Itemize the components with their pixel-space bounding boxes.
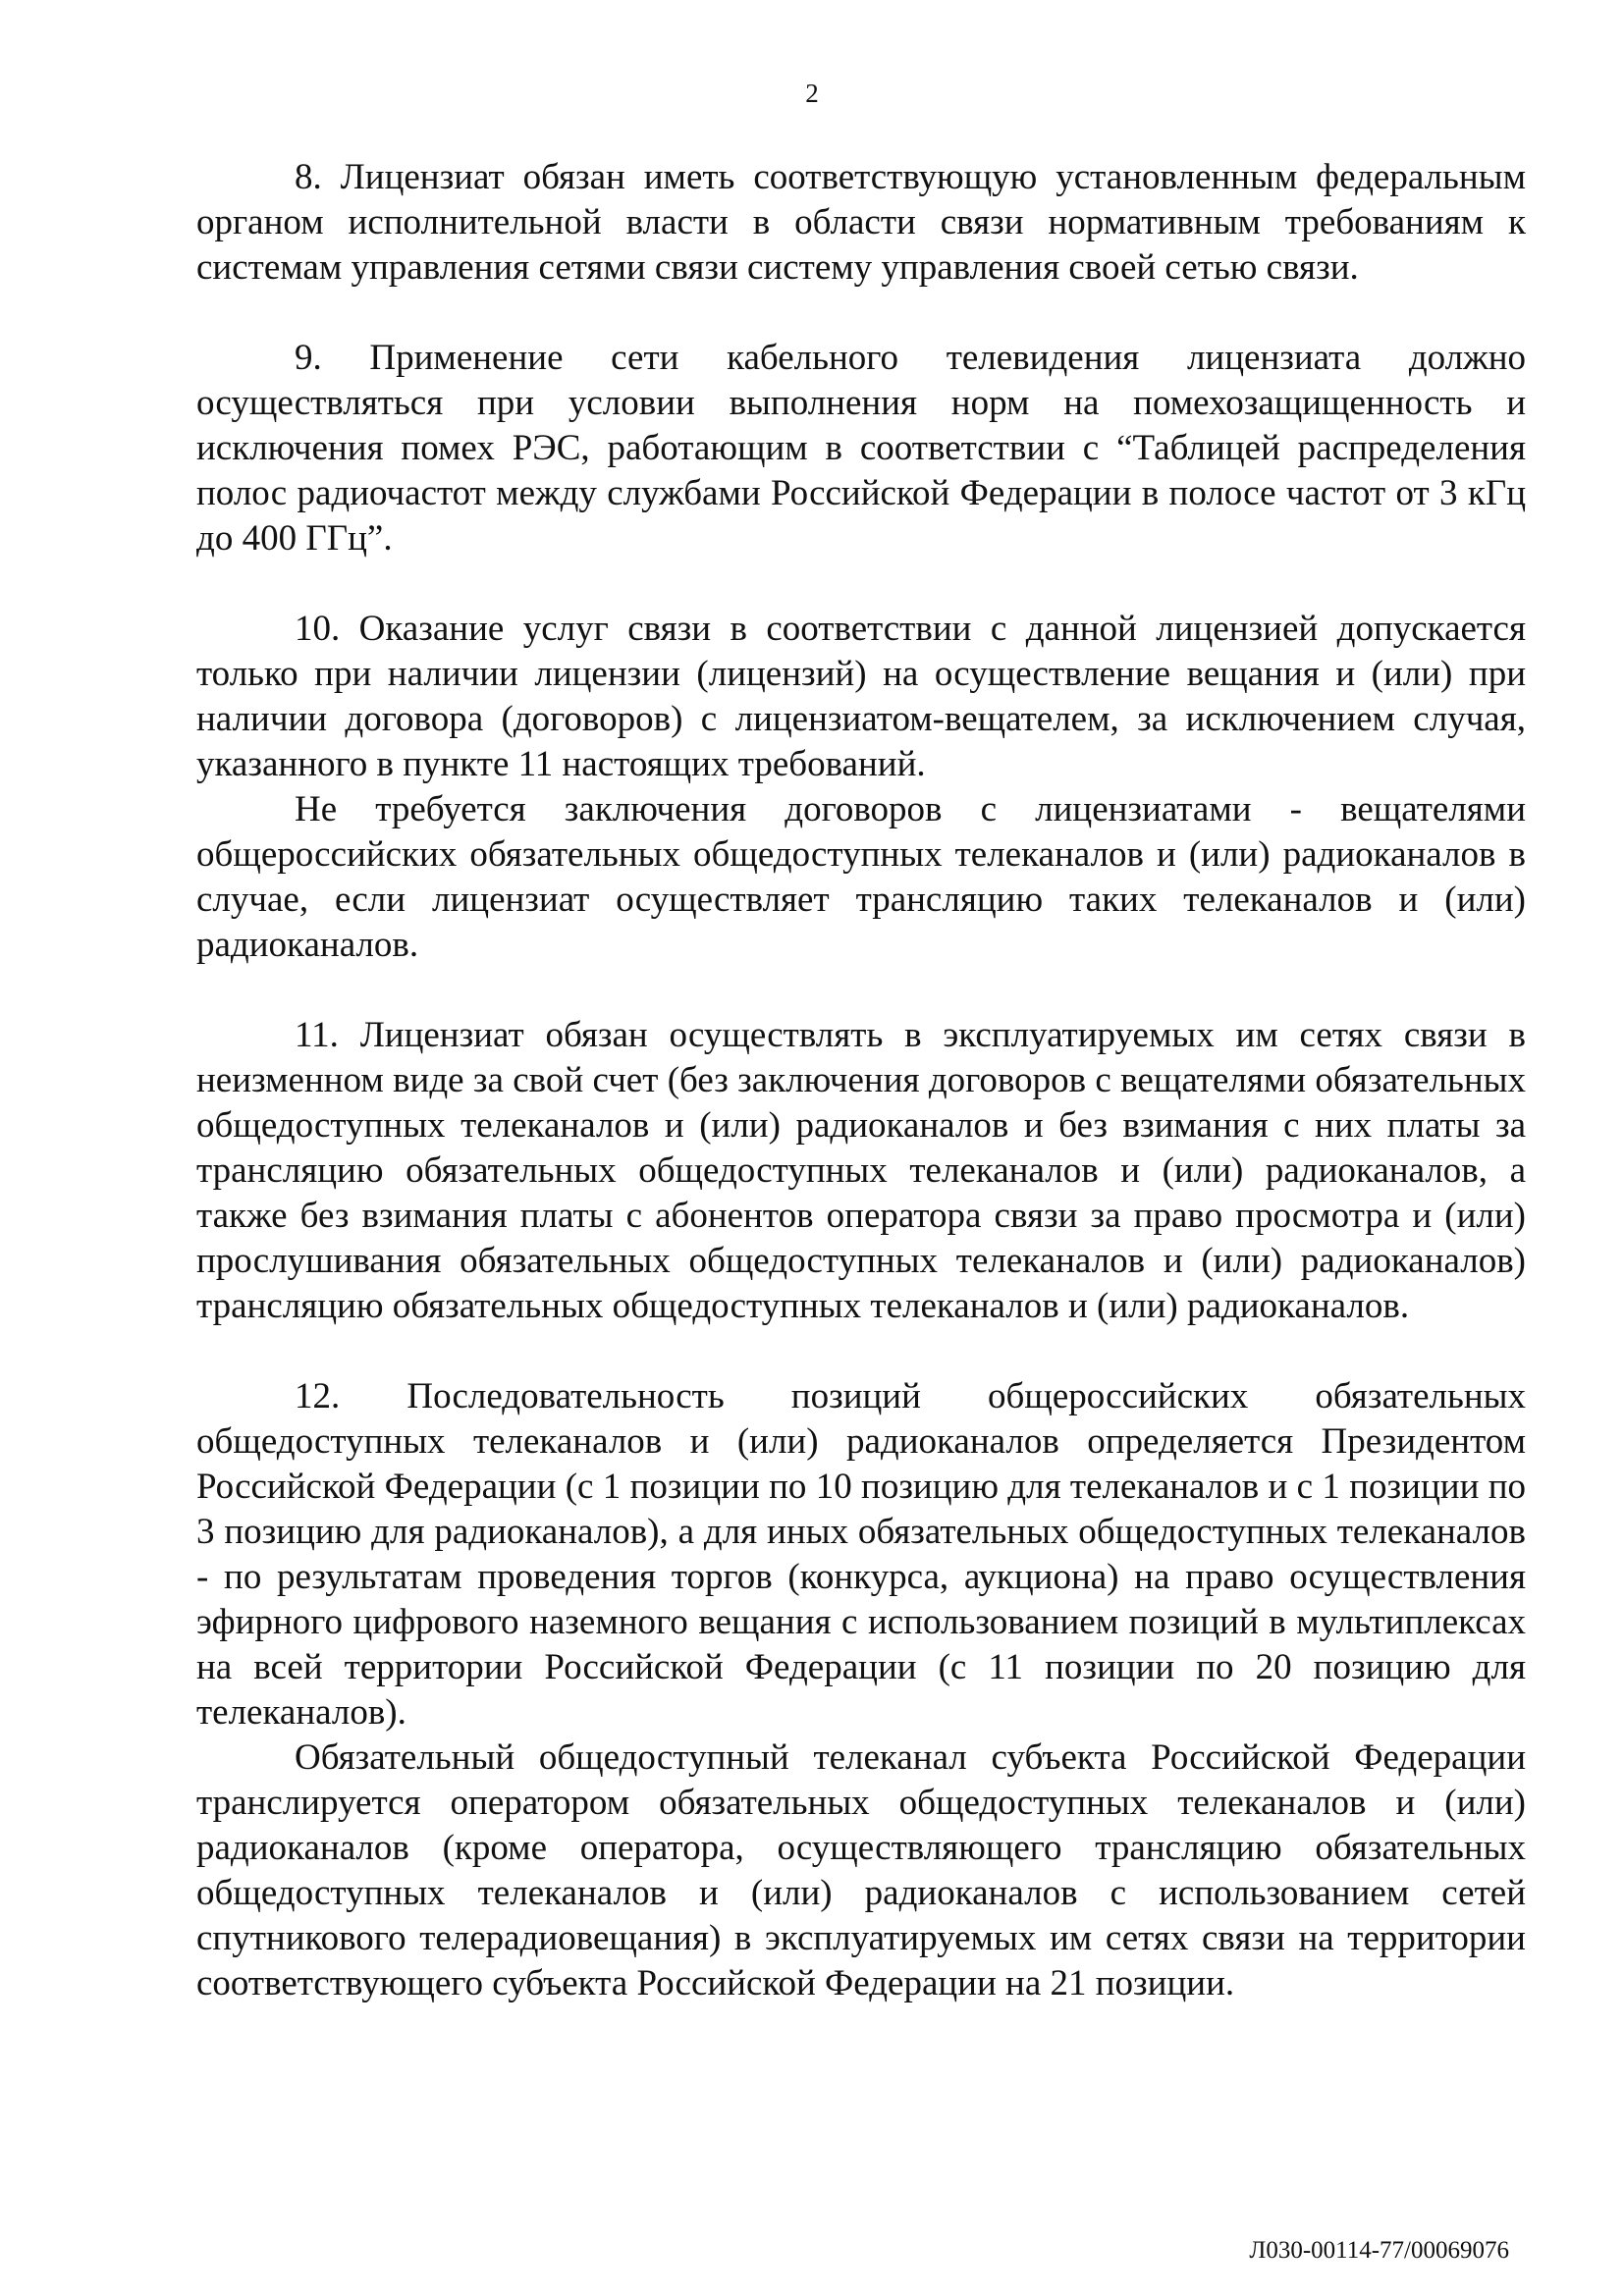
paragraph-10: 10. Оказание услуг связи в соответствии с данной лицензией допускается только при наличии лицензии (лицензий) на осуществление вещания и (или) при наличии договора (договоров) с лицензиатом-вещателем, за исключением случая, указанного в пункте 11 настоящих требований. bbox=[196, 609, 1526, 784]
paragraph-12: 12. Последовательность позиций общероссийских обязательных общедоступных телеканалов и (или) радиоканалов определяется Президентом Российской Федерации (с 1 позиции по 10 позицию для телеканалов и с 1 позиции по 3 позицию для радиоканалов), а для иных обязательных общедоступных телеканалов - по результатам проведения торгов (конкурса, аукциона) на право осуществления эфирного цифрового наземного вещания с использованием позиций в мультиплексах на всей территории Российской Федерации (с 11 позиции по 20 позицию для телеканалов). bbox=[196, 1376, 1526, 1733]
license-code: Л030-00114-77/00069076 bbox=[1249, 2237, 1509, 2264]
paragraph-10-continuation: Не требуется заключения договоров с лицензиатами - вещателями общероссийских обязательных общедоступных телеканалов и (или) радиоканалов в случае, если лицензиат осуществляет трансляцию таких телеканалов и (или) радиоканалов. bbox=[196, 789, 1526, 965]
paragraph-11: 11. Лицензиат обязан осуществлять в эксплуатируемых им сетях связи в неизменном виде за свой счет (без заключения договоров с вещателями обязательных общедоступных телеканалов и (или) радиоканалов и без взимания с них платы за трансляцию обязательных общедоступных телеканалов и (или) радиоканалов, а также без взимания платы с абонентов оператора связи за право просмотра и (или) прослушивания обязательных общедоступных телеканалов и (или) радиоканалов) трансляцию обязательных общедоступных телеканалов и (или) радиоканалов. bbox=[196, 1015, 1526, 1326]
paragraph-12-continuation: Обязательный общедоступный телеканал субъекта Российской Федерации транслируется оператором обязательных общедоступных телеканалов и (или) радиоканалов (кроме оператора, осуществляющего трансляцию обязательных общедоступных телеканалов и (или) радиоканалов с использованием сетей спутникового телерадиовещания) в эксплуатируемых им сетях связи на территории соответствующего субъекта Российской Федерации на 21 позиции. bbox=[196, 1737, 1526, 2003]
paragraph-8: 8. Лицензиат обязан иметь соответствующую установленным федеральным органом исполнительной власти в области связи нормативным требованиям к системам управления сетями связи систему управления своей сетью связи. bbox=[196, 157, 1526, 288]
paragraph-9: 9. Применение сети кабельного телевидения лицензиата должно осуществляться при условии выполнения норм на помехозащищенность и исключения помех РЭС, работающим в соответствии с “Таблицей распределения полос радиочастот между службами Российской Федерации в полосе частот от 3 кГц до 400 ГГц”. bbox=[196, 338, 1526, 559]
page-number: 2 bbox=[805, 79, 819, 108]
document-body bbox=[196, 155, 1526, 2006]
